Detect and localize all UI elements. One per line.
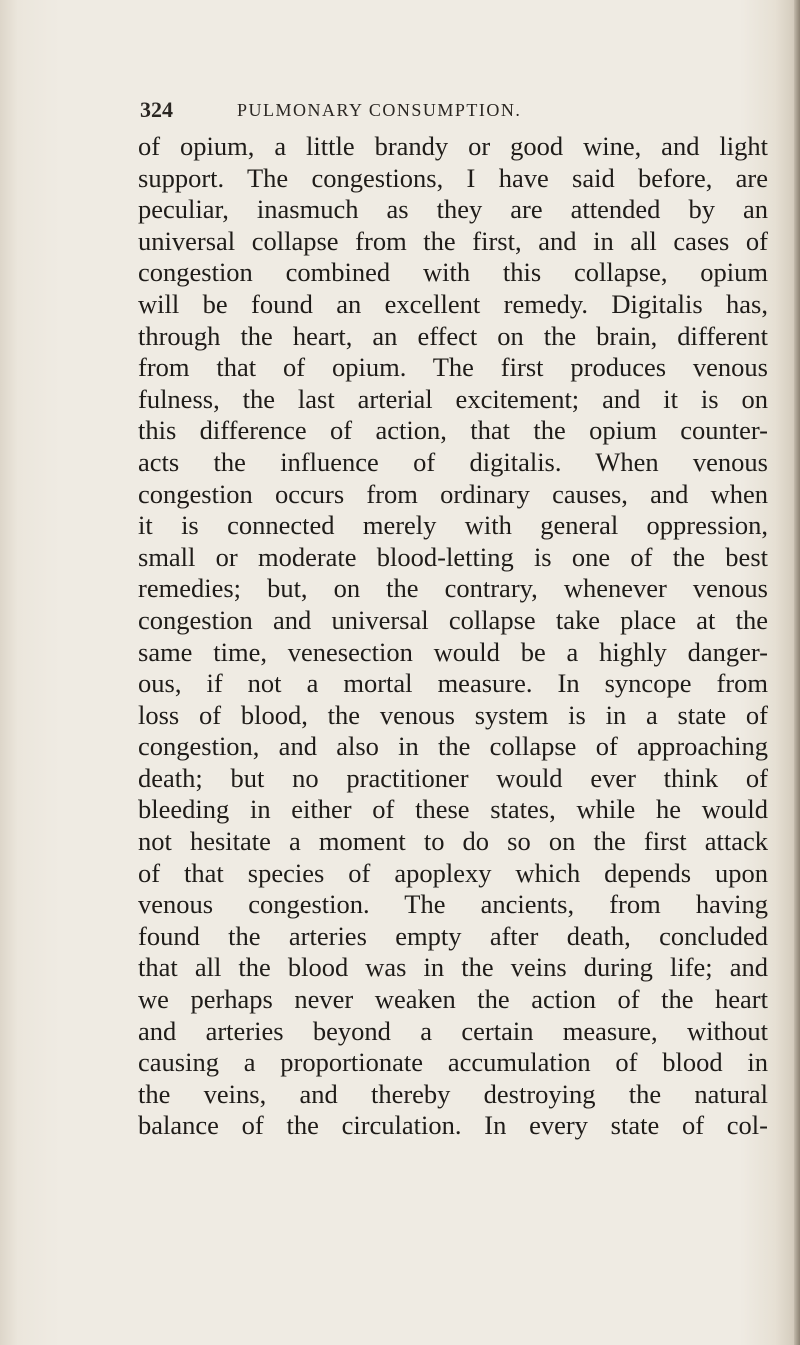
- page-edge-shadow: [794, 0, 800, 1345]
- text-line: peculiar, inasmuch as they are attended by an: [138, 194, 768, 225]
- text-line: bleeding in either of these states, while he would: [138, 794, 768, 825]
- text-line: remedies; but, on the contrary, whenever venous: [138, 573, 768, 604]
- text-line: will be found an excellent remedy. Digitalis has,: [138, 288, 768, 319]
- text-line: through the heart, an effect on the brain, different: [138, 320, 768, 351]
- text-line: congestion and universal collapse take place at the: [138, 604, 768, 635]
- text-line: balance of the circulation. In every state of col-: [138, 1110, 768, 1141]
- running-title: PULMONARY CONSUMPTION.: [237, 100, 522, 120]
- text-line: causing a proportionate accumulation of blood in: [138, 1047, 768, 1078]
- text-line: loss of blood, the venous system is in a state of: [138, 699, 768, 730]
- text-line: found the arteries empty after death, concluded: [138, 920, 768, 951]
- text-line: universal collapse from the first, and in all cases of: [138, 225, 768, 256]
- text-line: we perhaps never weaken the action of the heart: [138, 984, 768, 1015]
- text-line: same time, venesection would be a highly danger-: [138, 636, 768, 667]
- text-line: that all the blood was in the veins during life; and: [138, 952, 768, 983]
- text-line: venous congestion. The ancients, from having: [138, 889, 768, 920]
- text-line: not hesitate a moment to do so on the first attack: [138, 826, 768, 857]
- text-line: congestion occurs from ordinary causes, and when: [138, 478, 768, 509]
- text-line: this difference of action, that the opium counter-: [138, 415, 768, 446]
- text-line: fulness, the last arterial excitement; and it is on: [138, 383, 768, 414]
- page-header: [140, 90, 660, 130]
- text-line: death; but no practitioner would ever think of: [138, 762, 768, 793]
- text-line: from that of opium. The first produces venous: [138, 352, 768, 383]
- text-line: and arteries beyond a certain measure, without: [138, 1015, 768, 1046]
- text-line: small or moderate blood-letting is one of the best: [138, 541, 768, 572]
- text-line: ous, if not a mortal measure. In syncope from: [138, 668, 768, 699]
- text-line: congestion, and also in the collapse of approaching: [138, 731, 768, 762]
- body-text: [138, 131, 768, 1142]
- page-number: 324: [140, 97, 173, 122]
- text-line: of that species of apoplexy which depends upon: [138, 857, 768, 888]
- text-line: acts the influence of digitalis. When venous: [138, 446, 768, 477]
- text-line: support. The congestions, I have said before, are: [138, 162, 768, 193]
- text-line: congestion combined with this collapse, opium: [138, 257, 768, 288]
- text-line: the veins, and thereby destroying the natural: [138, 1078, 768, 1109]
- text-line: of opium, a little brandy or good wine, and light: [138, 131, 768, 161]
- text-line: it is connected merely with general oppression,: [138, 510, 768, 541]
